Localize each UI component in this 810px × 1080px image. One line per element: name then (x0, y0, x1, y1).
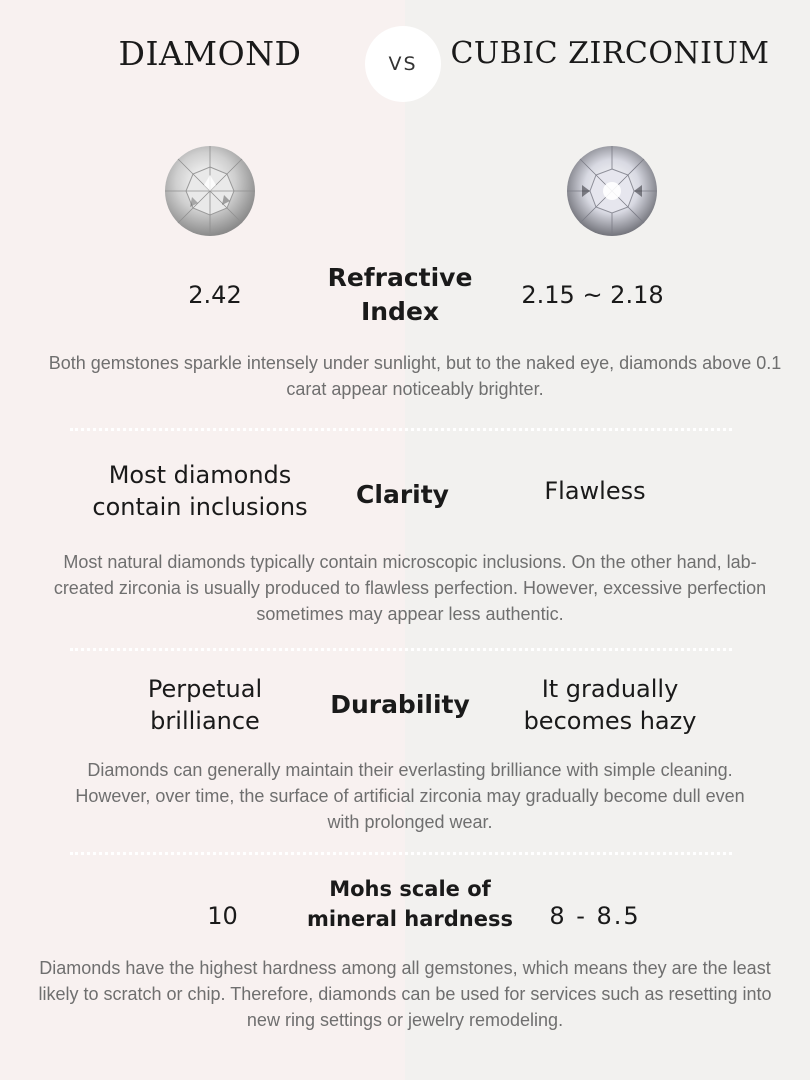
durability-description: Diamonds can generally maintain their everlasting brilliance with simple cleaning. However, over time, the surface of artificial zirconia may gradually become dull even with prolonged wear. (75, 760, 745, 832)
cz-durability-value: It gradually becomes hazy (523, 675, 697, 735)
section-divider (70, 428, 732, 431)
diamond-durability-value: Perpetual brilliance (147, 675, 263, 735)
hardness-description: Diamonds have the highest hardness among all gemstones, which means they are the least likely to scratch or chip. Therefore, diamonds can be used for services such as resetting into new ring settings or jewelry remodeling. (38, 958, 772, 1030)
diamond-clarity-value: Most diamonds contain inclusions (92, 461, 308, 521)
durability-label: Durability (330, 690, 470, 719)
clarity-description: Most natural diamonds typically contain microscopic inclusions. On the other hand, lab-created zirconia is usually produced to flawless perfection. However, excessive perfection sometimes may appear less authentic. (53, 552, 767, 624)
vs-badge: VS (365, 26, 441, 102)
diamond-gem-icon (164, 145, 256, 237)
mohs-hardness-label: Mohs scale of mineral hardness (306, 877, 513, 931)
refractive-index-description: Both gemstones sparkle intensely under sunlight, but to the naked eye, diamonds above 0.1 carat appear noticeably brighter. (48, 353, 782, 399)
diamond-title: DIAMOND (118, 34, 302, 73)
cz-clarity-value: Flawless (544, 477, 646, 505)
cz-refractive-index-value: 2.15 ~ 2.18 (521, 281, 664, 309)
diamond-refractive-index-value: 2.42 (188, 281, 242, 309)
refractive-index-label: Refractive Index (327, 263, 473, 326)
diamond-hardness-value: 10 (207, 902, 238, 930)
cz-hardness-value: 8 - 8.5 (549, 902, 641, 930)
section-divider (70, 648, 732, 651)
cubic-zirconia-gem-icon (566, 145, 658, 237)
section-divider (70, 852, 732, 855)
clarity-label: Clarity (356, 480, 449, 509)
cubic-zirconium-title: CUBIC ZIRCONIUM (450, 36, 770, 71)
